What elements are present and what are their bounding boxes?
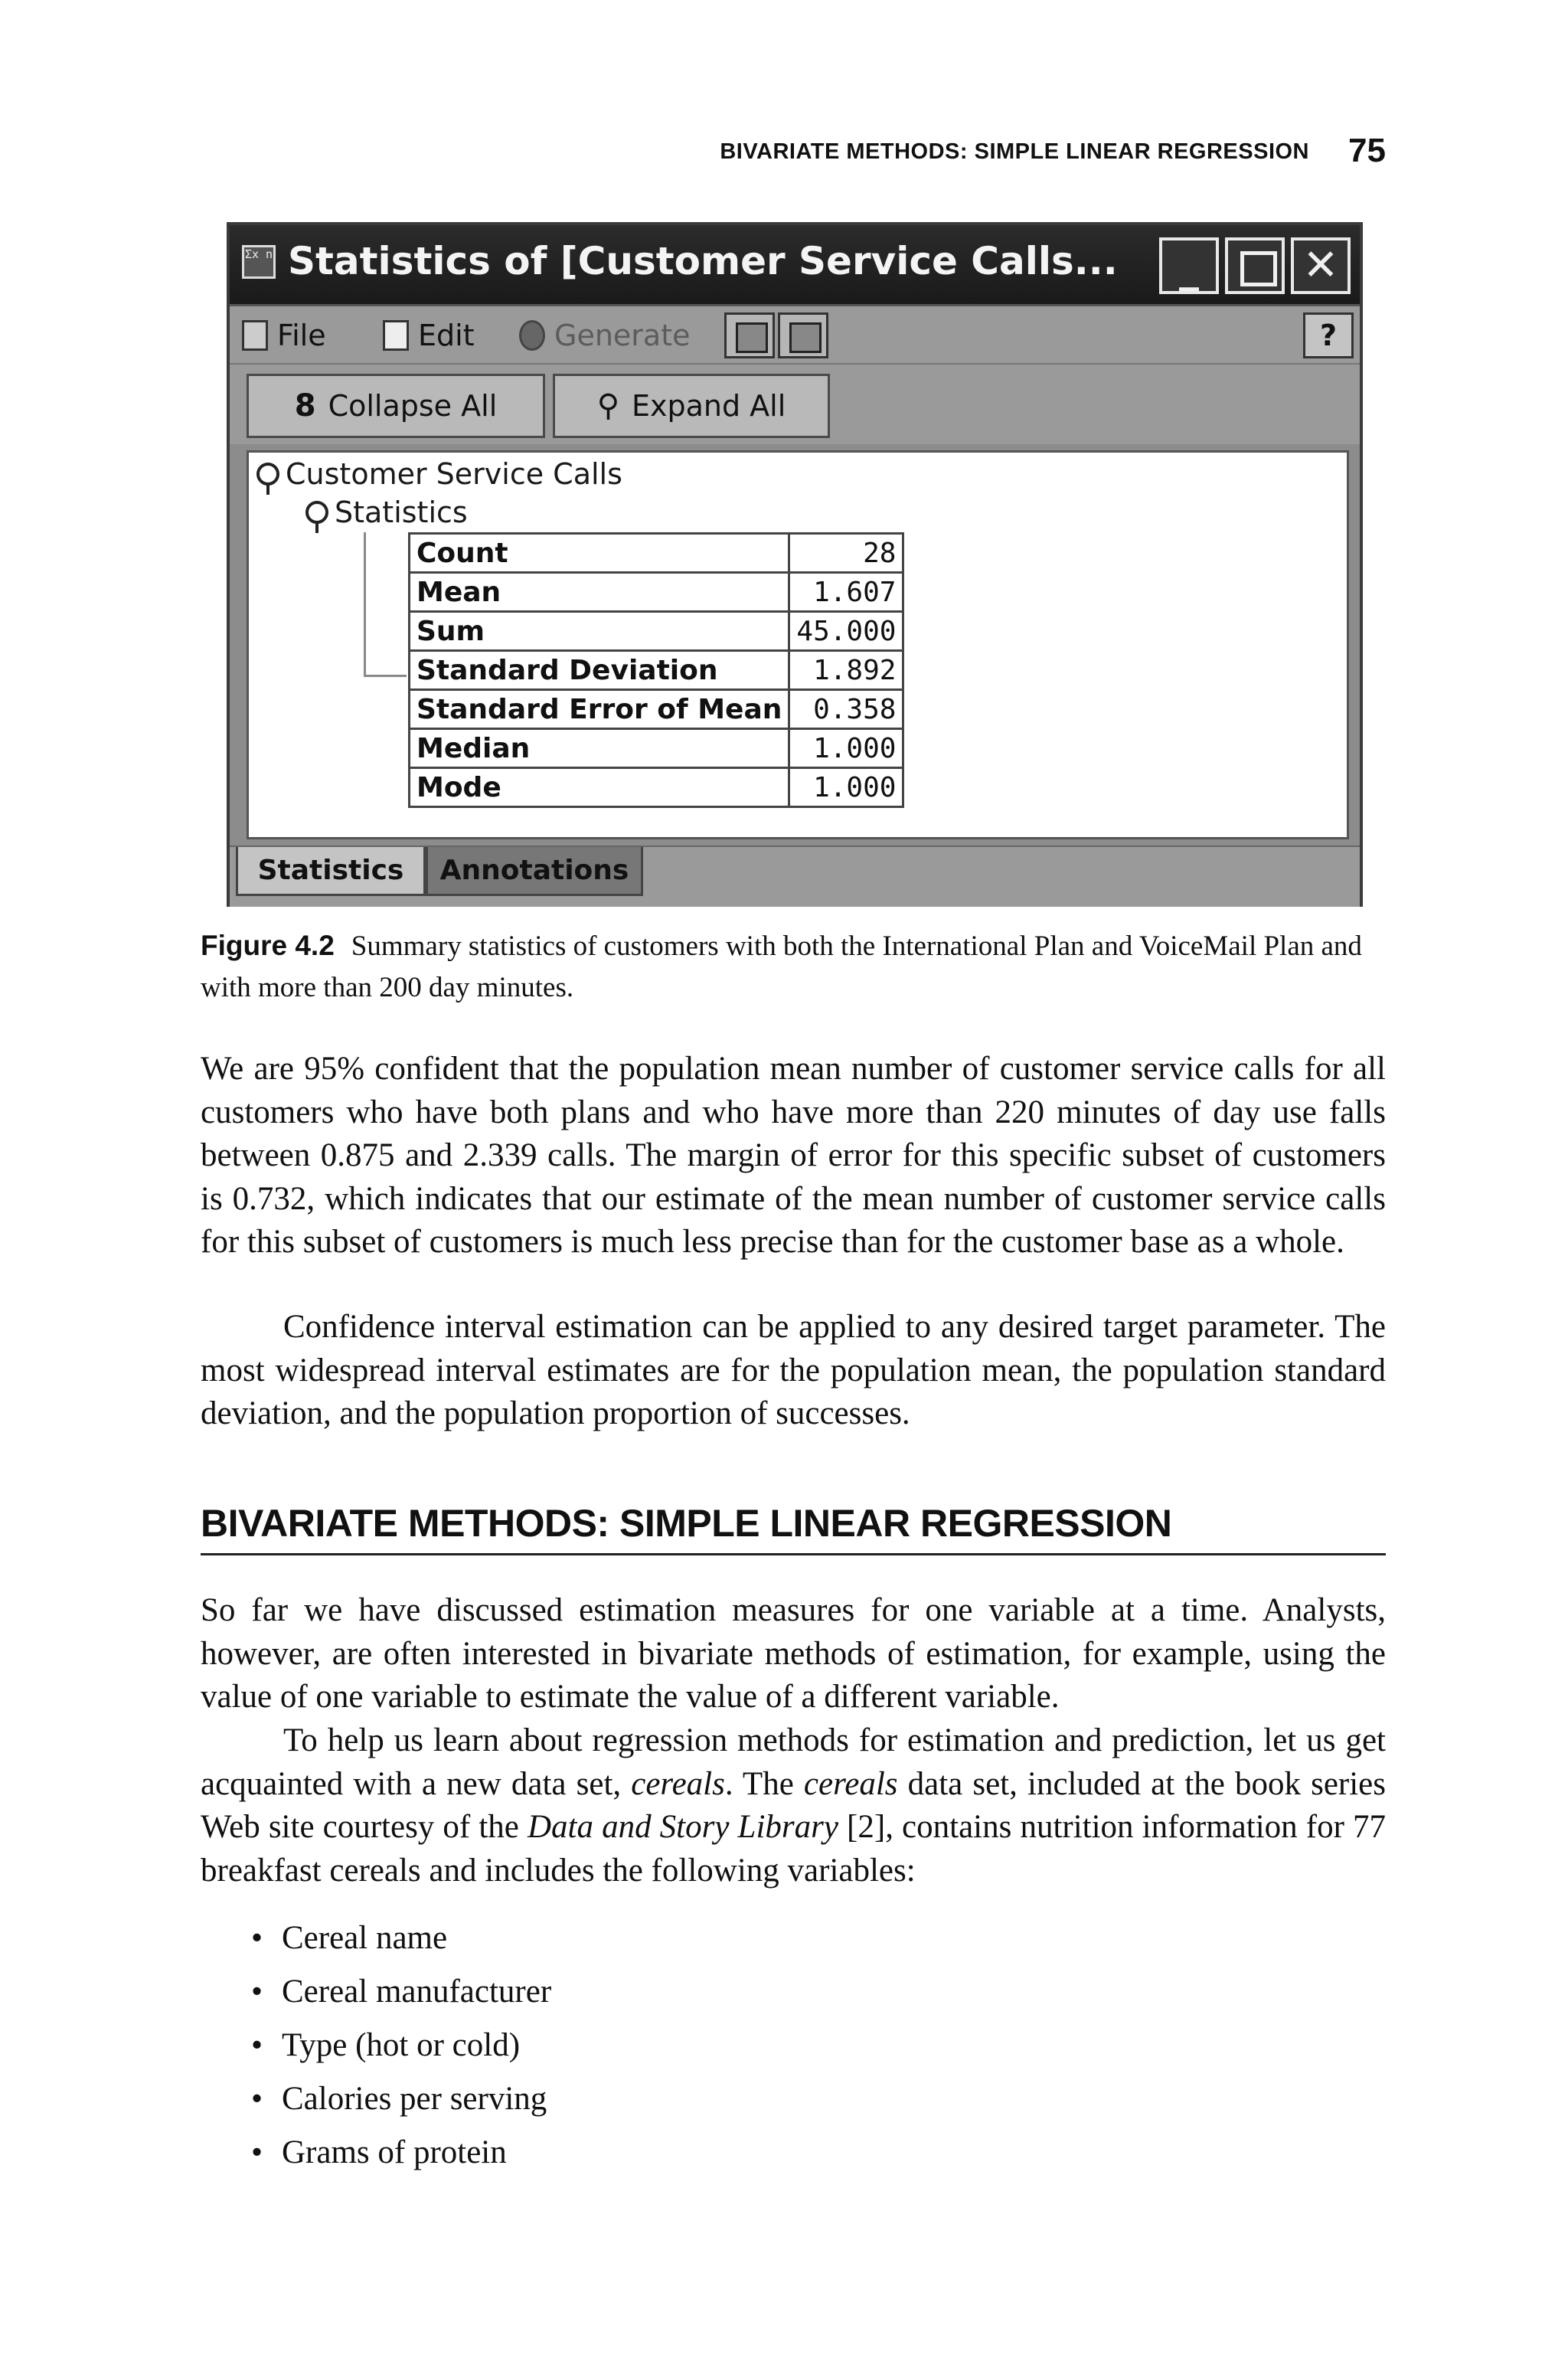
stat-label: Sum	[410, 612, 789, 651]
expand-all-label: Expand All	[631, 389, 786, 423]
table-row	[410, 729, 903, 768]
tree-root-label: Customer Service Calls	[286, 457, 622, 491]
table-row	[410, 534, 903, 573]
figure-label: Figure 4.2	[201, 930, 335, 961]
statistics-app-icon: Σx n	[242, 245, 276, 279]
copy-toolbar-button[interactable]	[724, 312, 775, 358]
minimize-button[interactable]: _	[1159, 237, 1219, 294]
menu-generate-label: Generate	[554, 319, 691, 352]
running-header	[720, 132, 1386, 172]
text-run: data set, included at the book series Web site courtesy of the	[201, 1765, 1387, 1845]
menu-edit-label: Edit	[418, 319, 475, 352]
body-paragraph-4	[201, 1719, 1386, 1892]
tree-connector	[364, 532, 366, 675]
tree-toolbar	[230, 365, 1360, 444]
window-title: Statistics of [Customer Service Calls...	[288, 239, 1118, 283]
stat-label: Count	[410, 534, 789, 573]
expand-icon: ⚲	[596, 388, 619, 424]
edit-icon	[383, 320, 409, 351]
list-item: • Calories per serving	[251, 2072, 551, 2126]
body-paragraph-2: Confidence interval estimation can be applied to any desired target parameter. The most widespread interval estimates are for the population mean, the population standard deviation, and the population proportion of successes.	[201, 1309, 1386, 1431]
table-row	[410, 573, 903, 612]
statistics-window	[227, 222, 1363, 907]
generate-icon	[519, 320, 545, 351]
menu-file-label: File	[277, 319, 326, 352]
tree-child-label: Statistics	[335, 496, 468, 529]
statistics-tree-panel	[247, 450, 1349, 839]
stat-label: Median	[410, 729, 789, 768]
menu-generate[interactable]	[519, 316, 690, 355]
stat-label: Standard Error of Mean	[410, 690, 789, 729]
list-item: • Cereal manufacturer	[251, 1965, 551, 2019]
tree-connector	[364, 675, 407, 677]
collapse-all-label: Collapse All	[328, 389, 498, 423]
close-button[interactable]: ✕	[1291, 237, 1351, 294]
tree-node-customer-service-calls[interactable]	[256, 457, 622, 491]
text-run: . The	[724, 1765, 804, 1802]
tree-node-statistics[interactable]	[305, 496, 468, 529]
page-number: 75	[1348, 132, 1386, 169]
collapse-icon: 8	[294, 388, 316, 424]
list-item: • Grams of protein	[251, 2126, 551, 2180]
stat-value: 1.000	[789, 729, 903, 768]
stat-value: 1.000	[789, 768, 903, 807]
stat-value: 28	[789, 534, 903, 573]
stat-value: 1.607	[789, 573, 903, 612]
menu-file[interactable]	[242, 316, 326, 355]
figure-caption	[201, 925, 1386, 1009]
list-item: • Cereal name	[251, 1912, 551, 1965]
stat-label: Standard Deviation	[410, 651, 789, 690]
print-toolbar-button[interactable]	[778, 312, 828, 358]
tree-toggle-icon[interactable]	[256, 463, 279, 486]
tab-annotations[interactable]: Annotations	[426, 847, 643, 896]
stat-label: Mean	[410, 573, 789, 612]
dataset-name: cereals	[631, 1765, 725, 1802]
tab-strip	[230, 845, 1360, 907]
stat-label: Mode	[410, 768, 789, 807]
table-row	[410, 690, 903, 729]
list-item: • Type (hot or cold)	[251, 2019, 551, 2072]
body-paragraph-1: We are 95% confident that the population mean number of customer service calls for all customers who have both plans and who have more than 220 minutes of day use falls between 0.875 and 2.339 calls. The margin of error for this specific subset of customers is 0.732, which indicates that our estimate of the mean number of customer service calls for this subset of customers is much less precise than for the customer base as a whole.	[201, 1051, 1386, 1260]
menu-edit[interactable]	[383, 316, 475, 355]
stat-value: 0.358	[789, 690, 903, 729]
variable-list	[251, 1912, 551, 2180]
window-titlebar[interactable]	[230, 225, 1360, 306]
help-button[interactable]: ?	[1303, 312, 1354, 358]
figure-caption-text: Summary statistics of customers with both the International Plan and VoiceMail Plan and with more than 200 day minutes.	[201, 931, 1362, 1003]
body-paragraph-3: So far we have discussed estimation measures for one variable at a time. Analysts, however, are often interested in bivariate methods of estimation, for example, using the value of one variable to estimate the value of a different variable.	[201, 1592, 1386, 1715]
table-row	[410, 768, 903, 807]
text-run: To help us learn about regression methods for estimation and prediction, let us get acquainted with a new data set,	[201, 1722, 1386, 1802]
table-row	[410, 612, 903, 651]
running-header-title: BIVARIATE METHODS: SIMPLE LINEAR REGRESSION	[720, 139, 1309, 164]
stat-value: 1.892	[789, 651, 903, 690]
text-run: [2], contains nutrition information for 77 breakfast cereals and includes the following variables:	[201, 1809, 1386, 1889]
collapse-all-button[interactable]	[247, 374, 545, 438]
menu-bar	[230, 306, 1360, 365]
table-row	[410, 651, 903, 690]
dataset-name: cereals	[803, 1765, 898, 1802]
section-heading: BIVARIATE METHODS: SIMPLE LINEAR REGRESSION	[201, 1501, 1386, 1555]
tree-toggle-icon[interactable]	[305, 501, 328, 524]
source-name: Data and Story Library	[527, 1809, 838, 1845]
expand-all-button[interactable]	[553, 374, 830, 438]
tab-statistics[interactable]: Statistics	[236, 847, 426, 896]
statistics-table	[408, 532, 904, 808]
maximize-button[interactable]	[1225, 237, 1285, 294]
file-icon	[242, 320, 268, 351]
stat-value: 45.000	[789, 612, 903, 651]
